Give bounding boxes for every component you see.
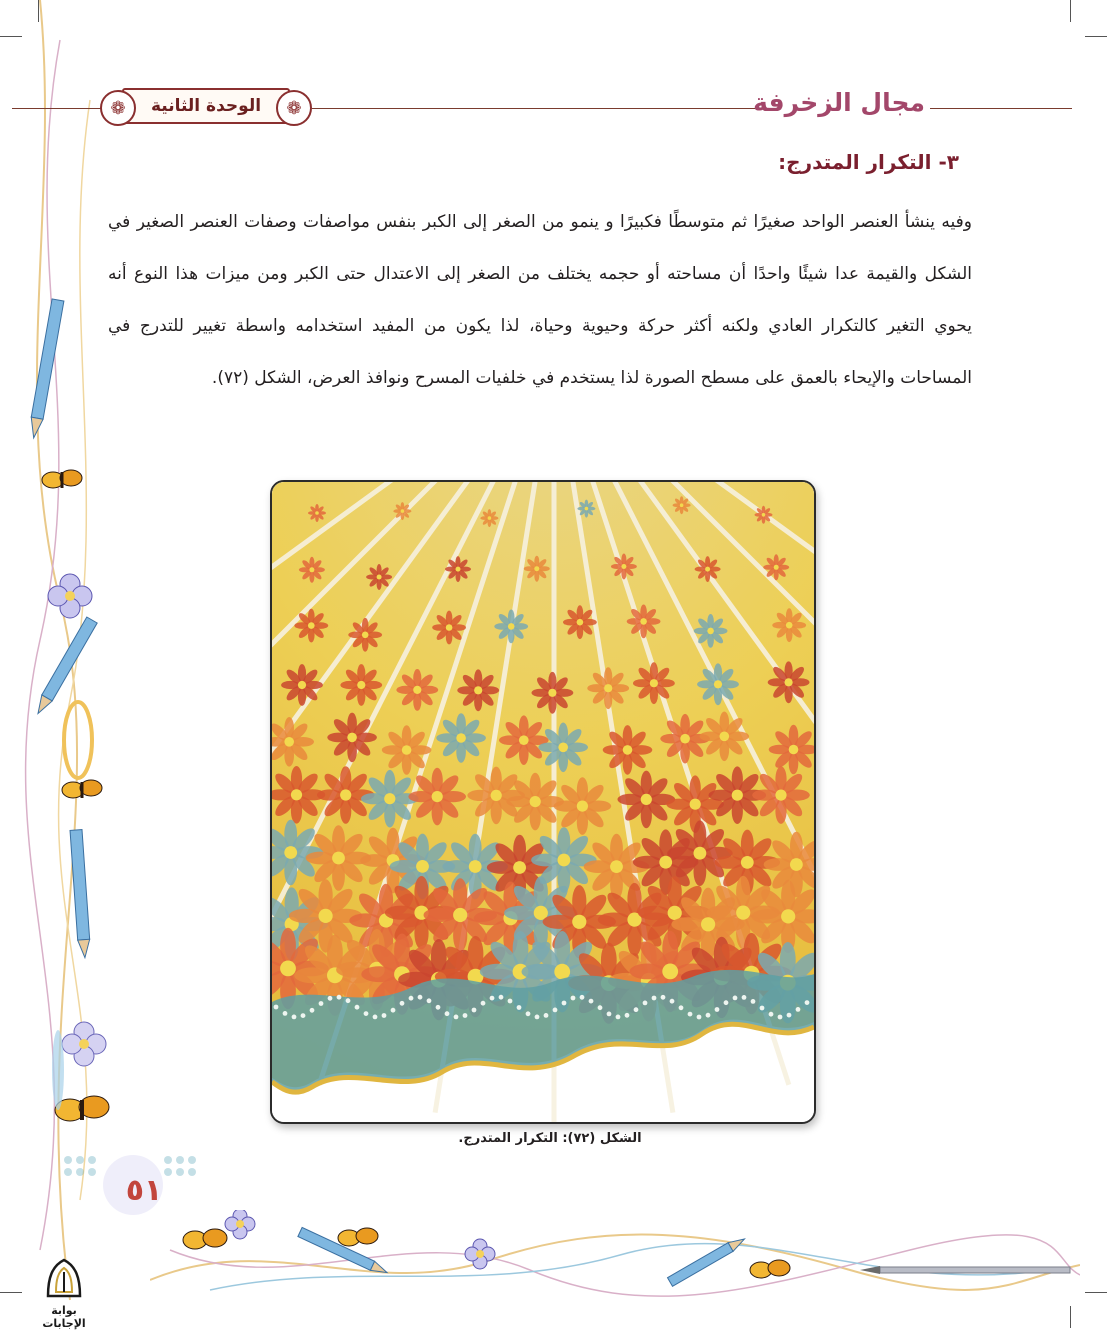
floral-motif [577,500,595,518]
floral-motif [673,496,691,514]
logo-text: بوابة الإجابات [42,1304,86,1330]
butterfly-icon [750,1260,790,1278]
crop-mark [1070,0,1071,22]
border-dot [535,1015,540,1020]
figure-image [270,480,816,1124]
floral-motif [408,768,466,826]
border-dot [445,1011,450,1016]
border-dot [571,996,576,1001]
border-dot [634,1007,639,1012]
floral-motif [396,669,438,711]
border-dot [499,995,504,1000]
unit-badge [100,82,312,130]
border-dot [490,996,495,1001]
border-dot [544,1013,549,1018]
floral-motif [633,662,675,704]
header-rule-right [930,108,1072,109]
border-dot [346,998,351,1003]
header-rule-left [12,108,104,109]
section-heading: ٣- التكرار المتدرج: [778,150,959,174]
border-dot [670,999,675,1004]
border-dot [337,995,342,1000]
floral-motif [694,614,728,648]
floral-motif [524,556,550,582]
border-dot [364,1011,369,1016]
border-dot [517,1005,522,1010]
floral-motif [695,556,721,582]
border-dot [562,1001,567,1006]
ornament-icon: ❁ [100,90,136,126]
border-dot [463,1013,468,1018]
flower-icon [465,1239,495,1269]
border-dot [301,1013,306,1018]
floral-motif [432,611,466,645]
floral-motif [480,509,498,527]
floral-motif [752,766,810,824]
border-dot [787,1013,792,1018]
paintbrush-icon [860,1266,1070,1274]
floral-motif [327,713,377,763]
border-dot [607,1012,612,1017]
floral-motif [603,725,653,775]
border-dot [481,1001,486,1006]
floral-motif [772,608,806,642]
floral-motif [532,672,574,714]
border-dot [526,1011,531,1016]
border-dot [283,1011,288,1016]
floral-motif [587,667,629,709]
border-dot [598,1005,603,1010]
pen-nib-icon [44,1258,84,1298]
border-dot [751,999,756,1004]
floral-motif [436,713,486,763]
floral-motif [294,609,328,643]
border-dot [688,1012,693,1017]
border-dot [310,1008,315,1013]
border-dot [454,1015,459,1020]
border-dot [472,1008,477,1013]
floral-motif [627,605,661,639]
floral-motif [763,554,789,580]
floral-motif [700,712,750,762]
floral-motif [340,664,382,706]
border-dot [643,1001,648,1006]
border-dot [508,999,513,1004]
border-dot [553,1008,558,1013]
flower-icon [62,1022,106,1066]
border-dot [292,1015,297,1020]
unit-label: الوحدة الثانية [150,96,262,116]
border-dot [733,996,738,1001]
border-dot [805,1000,810,1005]
border-dot [355,1005,360,1010]
border-dot [373,1015,378,1020]
floral-motif [299,557,325,583]
border-dot [742,995,747,1000]
border-dot [391,1008,396,1013]
floral-motif [393,502,411,520]
flower-icon [225,1210,255,1239]
floral-motif [457,669,499,711]
border-dot [409,996,414,1001]
border-dot [319,1001,324,1006]
floral-motif [618,771,676,829]
border-dot [400,1001,405,1006]
border-dot [589,999,594,1004]
border-dot [328,996,333,1001]
border-dot [652,996,657,1001]
butterfly-icon [55,1096,109,1121]
header-rule-middle [312,108,766,109]
butterfly-icon [62,780,102,798]
floral-motif [563,605,597,639]
border-dot [679,1005,684,1010]
floral-motif [768,661,810,703]
border-dot [724,1000,729,1005]
domain-title: مجال الزخرفة [753,88,925,117]
border-dot [760,1006,765,1011]
floral-motif [667,820,733,886]
floral-motif [494,610,528,644]
floral-motif [308,504,326,522]
bottom-floral-decoration [150,1210,1080,1310]
border-dot [436,1005,441,1010]
border-dot [769,1012,774,1017]
border-dot [715,1007,720,1012]
figure-caption: الشكل (٧٢): التكرار المتدرج. [458,1131,642,1146]
ornamental-pattern-illustration [272,482,814,1122]
floral-motif [755,506,773,524]
floral-motif [506,773,564,831]
butterfly-icon [338,1228,378,1246]
floral-motif [554,777,612,835]
border-dot [382,1013,387,1018]
floral-motif [445,556,471,582]
floral-motif [499,715,549,765]
border-dot [697,1015,702,1020]
floral-motif [382,725,432,775]
crop-mark [1085,36,1107,37]
floral-motif [348,618,382,652]
crop-mark [1085,1292,1107,1293]
pencil-icon [668,1235,747,1287]
border-dot [274,1005,279,1010]
border-dot [625,1013,630,1018]
border-dot [778,1015,783,1020]
floral-motif [538,723,588,773]
border-dot [616,1015,621,1020]
section-paragraph: وفيه ينشأ العنصر الواحد صغيرًا ثم متوسطًا فكبيرًا و ينمو من الصغر إلى الكبر بنفس مواصفات وصفات العنصر الصغير في الشكل والقيمة عدا شيئًا واحدًا أن مساحته أو حجمه يختلف من الصغر إلى الاعتدال حتى الكبر ومن ميزات هذا النوع أنه يحوي التغير كالتكرار العادي ولكنه أكثر حركة وحيوية وحياة، لذا يكون من المفيد استخدامه واسطة تغيير للتدرج في المساحات والإيحاء بالعمق على مسطح الصورة لذا يستخدم في خلفيات المسرح ونوافذ العرض، الشكل (٧٢). [108,212,972,388]
border-dot [427,998,432,1003]
border-dot [796,1007,801,1012]
pencil-icon [70,830,91,959]
butterfly-icon [42,470,82,488]
border-dot [661,995,666,1000]
floral-motif [611,554,637,580]
floral-motif [697,663,739,705]
floral-motif [666,775,724,833]
site-logo [28,1258,100,1330]
floral-motif [366,564,392,590]
border-dot [418,995,423,1000]
ornament-icon: ❁ [276,90,312,126]
page-number: ٥١ [125,1172,163,1208]
border-dot [706,1013,711,1018]
border-dot [580,995,585,1000]
floral-motif [281,664,323,706]
